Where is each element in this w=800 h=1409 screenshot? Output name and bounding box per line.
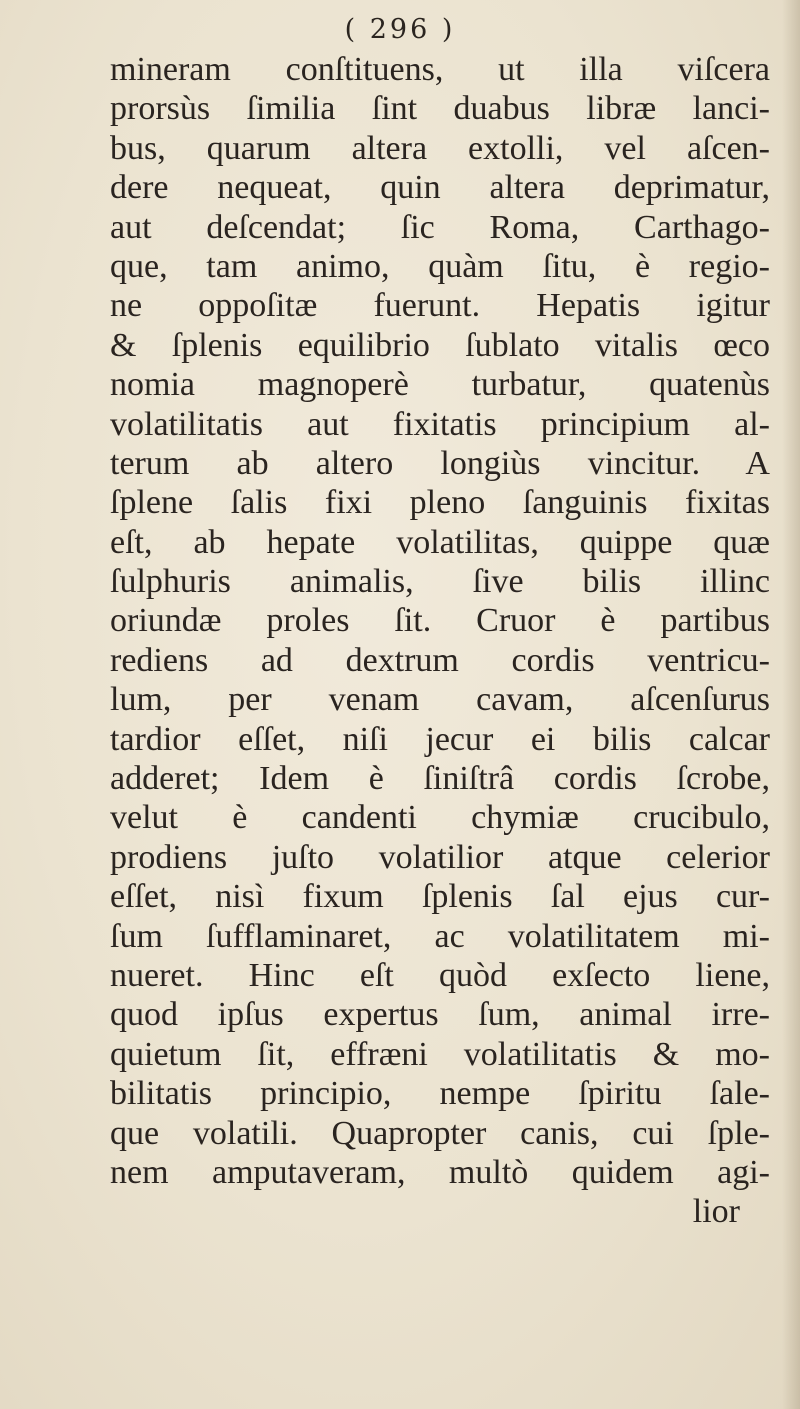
text-line: dere nequeat, quin altera deprimatur,: [110, 169, 770, 207]
text-line: bilitatis principio, nempe ſpiritu ſale-: [110, 1075, 770, 1113]
text-line: ſum ſufflaminaret, ac volatilitatem mi-: [110, 917, 770, 955]
text-line: tardior eſſet, niſi jecur ei bilis calcar: [110, 720, 770, 758]
page-number: ( 296 ): [344, 14, 456, 45]
text-line: ſulphuris animalis, ſive bilis illinc: [110, 563, 770, 601]
text-line: mineram conſtituens, ut illa viſcera: [110, 51, 770, 88]
text-line: que volatili. Quapropter canis, cui ſple-: [110, 1114, 770, 1152]
text-line: aut deſcendat; ſic Roma, Carthago-: [110, 208, 770, 246]
text-line: oriundæ proles ſit. Cruor è partibus: [110, 602, 770, 640]
text-line: eſt, ab hepate volatilitas, quippe quæ: [110, 523, 770, 561]
text-line: lum, per venam cavam, aſcenſurus: [110, 681, 770, 719]
text-line: ſplene ſalis fixi pleno ſanguinis fixitas: [110, 484, 770, 522]
text-line: eſſet, nisì fixum ſplenis ſal ejus cur-: [110, 878, 770, 916]
text-line: volatilitatis aut fixitatis principium al-: [110, 405, 770, 443]
text-line: nomia magnoperè turbatur, quatenùs: [110, 366, 770, 404]
text-line: que, tam animo, quàm ſitu, è regio-: [110, 247, 770, 285]
text-line: bus, quarum altera extolli, vel aſcen-: [110, 129, 770, 167]
text-line: nueret. Hinc eſt quòd exſecto liene,: [110, 956, 770, 994]
text-line: & ſplenis equilibrio ſublato vitalis œco: [110, 326, 770, 364]
text-line: nem amputaveram, multò quidem agi-: [110, 1153, 770, 1191]
body-text: [110, 50, 770, 1232]
text-line: quod ipſus expertus ſum, animal irre-: [110, 996, 770, 1034]
page-edge-shadow: [782, 0, 800, 1409]
text-line: prorsùs ſimilia ſint duabus libræ lanci-: [110, 90, 770, 128]
text-line: adderet; Idem è ſiniſtrâ cordis ſcrobe,: [110, 760, 770, 798]
text-line: quietum ſit, effræni volatilitatis & mo-: [110, 1035, 770, 1073]
text-line: velut è candenti chymiæ crucibulo,: [110, 799, 770, 837]
text-line: rediens ad dextrum cordis ventricu-: [110, 641, 770, 679]
catchword: lior: [692, 1193, 740, 1231]
text-line: terum ab altero longiùs vincitur. A: [110, 444, 770, 482]
text-line: prodiens juſto volatilior atque celerior: [110, 838, 770, 876]
text-line: ne oppoſitæ fuerunt. Hepatis igitur: [110, 287, 770, 325]
